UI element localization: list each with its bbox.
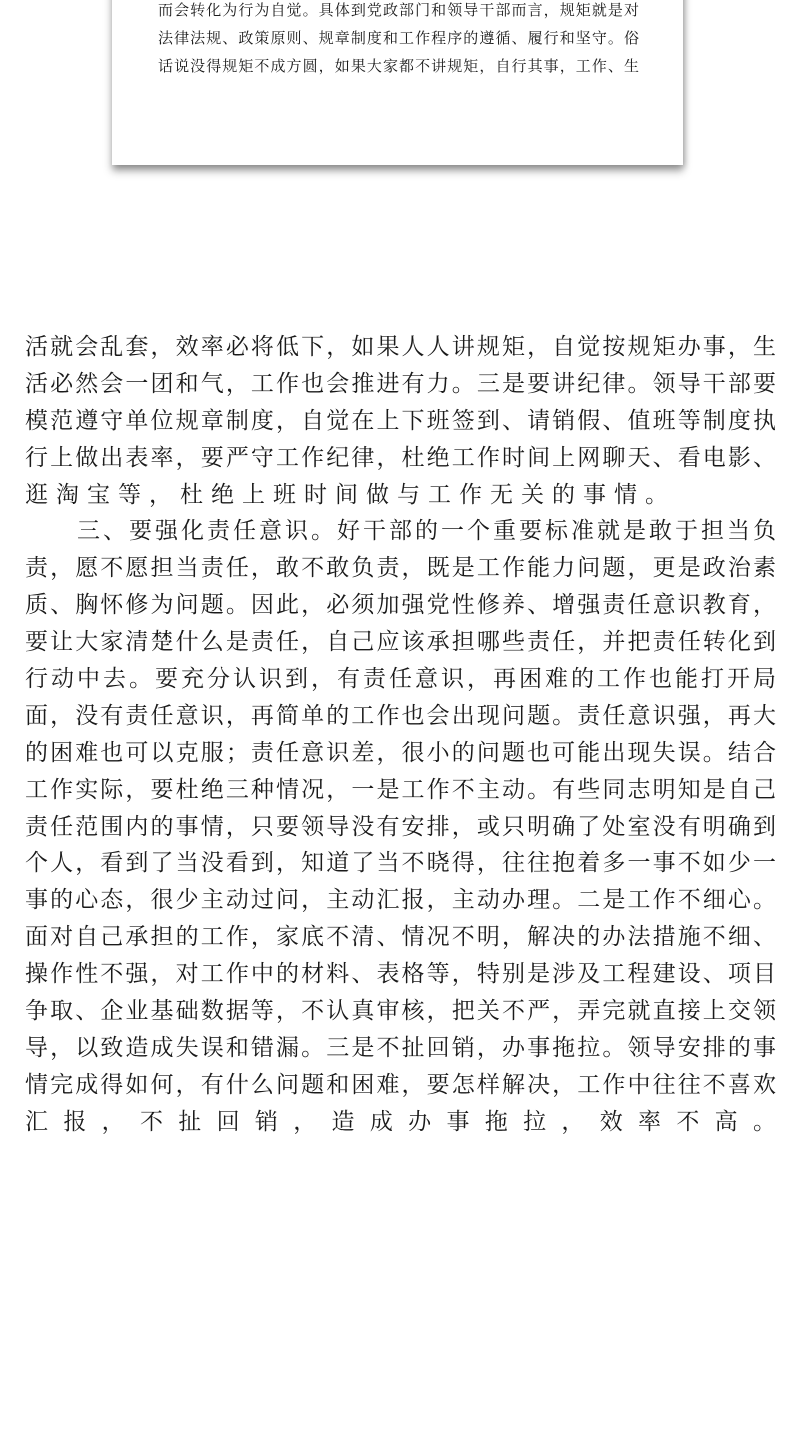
text-line (25, 1141, 776, 1178)
text-line (25, 1214, 776, 1251)
preview-line: 而会转化为行为自觉。具体到党政部门和领导干部而言，规矩就是对 (158, 1, 640, 19)
text-line: 汇报，不扯回销，造成办事拖拉，效率不高。 (25, 1108, 776, 1135)
text-line (25, 1251, 776, 1288)
text-line: 的困难也可以克服；责任意识差，很小的问题也可能出现失误。结合 (25, 739, 776, 766)
text-line (25, 1177, 776, 1214)
document-page-preview (112, 0, 683, 165)
text-line: 争取、企业基础数据等，不认真审核，把关不严，弄完就直接上交领 (25, 998, 776, 1025)
text-line: 行上做出表率，要严守工作纪律，杜绝工作时间上网聊天、看电影、 (25, 444, 776, 471)
text-line: 要让大家清楚什么是责任，自己应该承担哪些责任，并把责任转化到 (25, 629, 776, 656)
text-line: 面，没有责任意识，再简单的工作也会出现问题。责任意识强，再大 (25, 702, 776, 729)
text-line: 模范遵守单位规章制度，自觉在上下班签到、请销假、值班等制度执 (25, 407, 776, 434)
text-line: 活必然会一团和气，工作也会推进有力。三是要讲纪律。领导干部要 (25, 370, 776, 397)
preview-line: 法律法规、政策原则、规章制度和工作程序的遵循、履行和坚守。俗 (158, 29, 640, 47)
text-line: 责任范围内的事情，只要领导没有安排，或只明确了处室没有明确到 (25, 813, 776, 840)
text-line: 事的心态，很少主动过问，主动汇报，主动办理。二是工作不细心。 (25, 887, 776, 914)
text-line: 情完成得如何，有什么问题和困难，要怎样解决，工作中往往不喜欢 (25, 1071, 776, 1098)
text-line: 操作性不强，对工作中的材料、表格等，特别是涉及工程建设、项目 (25, 961, 776, 988)
preview-line: 话说没得规矩不成方圆，如果大家都不讲规矩，自行其事，工作、生 (158, 57, 640, 75)
text-line: 行动中去。要充分认识到，有责任意识，再困难的工作也能打开局 (25, 666, 776, 693)
document-body (25, 329, 776, 1288)
text-line: 面对自己承担的工作，家底不清、情况不明，解决的办法措施不细、 (25, 924, 776, 951)
text-line: 责，愿不愿担当责任，敢不敢负责，既是工作能力问题，更是政治素 (25, 555, 776, 582)
text-line: 活就会乱套，效率必将低下，如果人人讲规矩，自觉按规矩办事，生 (25, 334, 776, 360)
preview-text (158, 0, 640, 80)
text-line: 导，以致造成失误和错漏。三是不扯回销，办事拖拉。领导安排的事 (25, 1034, 776, 1061)
text-line: 个人，看到了当没看到，知道了当不晓得，往往抱着多一事不如少一 (25, 850, 776, 877)
text-line: 三、要强化责任意识。好干部的一个重要标准就是敢于担当负 (25, 518, 776, 545)
text-line: 逛淘宝等，杜绝上班时间做与工作无关的事情。 (25, 481, 676, 508)
text-line: 工作实际，要杜绝三种情况，一是工作不主动。有些同志明知是自己 (25, 776, 776, 803)
text-line: 质、胸怀修为问题。因此，必须加强党性修养、增强责任意识教育， (25, 592, 776, 619)
